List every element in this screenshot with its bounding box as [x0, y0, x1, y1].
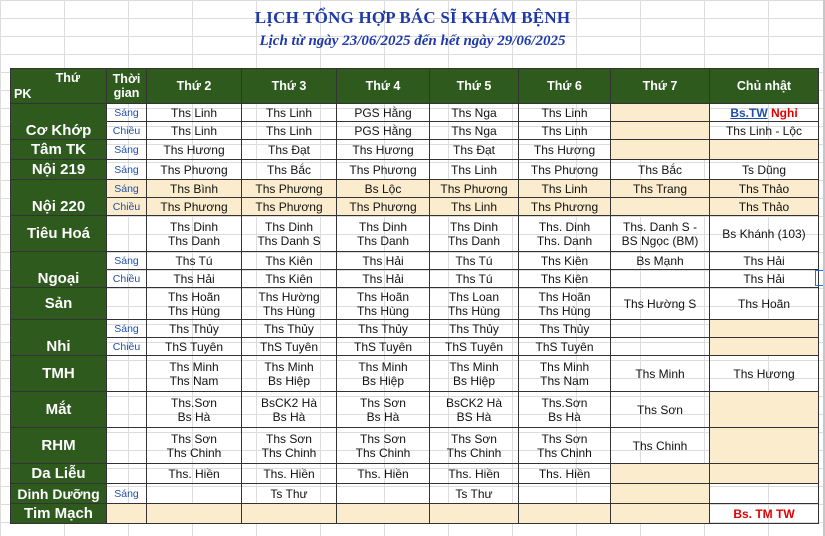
header-thu-label: Thứ	[55, 71, 80, 85]
schedule-cell: Ths Linh	[430, 198, 519, 216]
cell-line: Ths Dinh	[358, 219, 408, 234]
schedule-cell	[519, 392, 611, 428]
schedule-cell: Ths Thảo	[710, 198, 819, 216]
schedule-cell: Ths Hương	[337, 140, 430, 160]
cell-line: Ths Hùng	[356, 303, 410, 318]
schedule-cell: Bs Lộc	[337, 180, 430, 198]
schedule-cell	[242, 428, 337, 464]
schedule-cell: Ths Trang	[611, 180, 710, 198]
header-day: Thứ 4	[337, 69, 430, 104]
schedule-cell: PGS Hằng	[337, 122, 430, 140]
cell-line: Ths Hùng	[262, 303, 316, 318]
cell-line: Ths Hoãn	[737, 296, 791, 311]
cell-line: Ths Dinh	[449, 219, 499, 234]
schedule-cell	[337, 216, 430, 252]
table-row	[11, 270, 819, 288]
schedule-cell: Ths Linh	[242, 104, 337, 122]
schedule-cell: Ths Đạt	[242, 140, 337, 160]
clinic-label: Ngoại	[11, 270, 107, 288]
schedule-cell: Bs Mạnh	[611, 252, 710, 270]
schedule-cell: Ths Nga	[430, 122, 519, 140]
header-day: Thứ 5	[430, 69, 519, 104]
schedule-cell: Ths Đạt	[430, 140, 519, 160]
cell-line: Ths.Sơn	[541, 395, 588, 410]
clinic-label: Cơ Khớp	[11, 122, 107, 140]
cell-line: Ths Dinh	[169, 219, 219, 234]
schedule-cell: Ths Thủy	[430, 320, 519, 338]
session-label: Sáng	[107, 104, 147, 122]
session-label: Sáng	[107, 484, 147, 504]
schedule-cell: Ths Thủy	[147, 320, 242, 338]
cell-line: Ths Hương	[733, 366, 795, 381]
schedule-cell	[710, 320, 819, 338]
schedule-cell	[430, 428, 519, 464]
schedule-cell	[710, 428, 819, 464]
cell-line: Ths Minh	[264, 359, 314, 374]
session-label	[107, 216, 147, 252]
clinic-label: Tim Mạch	[11, 504, 107, 524]
cell-line: Ths Minh	[635, 366, 685, 381]
cell-line: Ths Hoãn	[356, 289, 410, 304]
schedule-cell	[430, 216, 519, 252]
bs-tw-link[interactable]: Bs.TW	[730, 105, 768, 120]
table-row	[11, 104, 819, 122]
schedule-cell	[710, 216, 819, 252]
cell-line: BsCK2 Hà	[260, 395, 318, 410]
clinic-label: Tiêu Hoá	[11, 216, 107, 252]
schedule-cell	[611, 216, 710, 252]
cell-line: Ths Hùng	[447, 303, 501, 318]
session-label: Sáng	[107, 252, 147, 270]
schedule-cell: Ths Phương	[147, 198, 242, 216]
schedule-cell: Ths. Hiền	[430, 464, 519, 484]
schedule-cell	[710, 464, 819, 484]
schedule-cell	[430, 392, 519, 428]
cell-line: Ths Chinh	[261, 445, 317, 460]
schedule-cell: Ths Phương	[147, 160, 242, 180]
schedule-cell	[611, 198, 710, 216]
schedule-cell: Ths Nga	[430, 104, 519, 122]
schedule-cell: Ths Linh - Lộc	[710, 122, 819, 140]
table-row	[11, 338, 819, 356]
cell-line: Ths. Dinh	[538, 219, 591, 234]
cell-line: Bs Hà	[272, 409, 306, 424]
clinic-label	[11, 252, 107, 270]
schedule-cell	[147, 504, 242, 524]
schedule-cell: Ths Kiên	[519, 252, 611, 270]
session-label: Sáng	[107, 140, 147, 160]
session-label	[107, 464, 147, 484]
cell-line: Ths Danh	[447, 233, 501, 248]
session-label: Chiều	[107, 338, 147, 356]
schedule-cell: Ths Bắc	[611, 160, 710, 180]
schedule-cell	[611, 484, 710, 504]
schedule-cell	[147, 288, 242, 320]
session-label: Sáng	[107, 320, 147, 338]
cell-line: Ths Dinh	[264, 219, 314, 234]
schedule-cell: Ths Thảo	[710, 180, 819, 198]
schedule-cell: Ths Bình	[147, 180, 242, 198]
schedule-cell: Ths Linh	[430, 160, 519, 180]
table-row	[11, 122, 819, 140]
cell-line: Ths Sơn	[360, 431, 406, 446]
cell-line: Ths Minh	[539, 359, 590, 374]
schedule-cell: Ths Tú	[430, 252, 519, 270]
cell-line: Ths Chinh	[446, 445, 502, 460]
cell-line: Ths Hùng	[167, 303, 221, 318]
schedule-cell	[337, 428, 430, 464]
schedule-cell	[430, 504, 519, 524]
schedule-cell: Bs. TM TW	[710, 504, 819, 524]
cell-line: Ths Hoãn	[538, 289, 591, 304]
clinic-label: Nội 220	[11, 198, 107, 216]
schedule-cell	[611, 270, 710, 288]
schedule-cell	[611, 464, 710, 484]
schedule-cell: ThS Tuyên	[337, 338, 430, 356]
schedule-cell: Ths Linh	[147, 104, 242, 122]
cell-line: BS Hà	[456, 409, 492, 424]
schedule-cell: Ths. Hiền	[519, 464, 611, 484]
schedule-cell	[519, 484, 611, 504]
schedule-cell	[147, 484, 242, 504]
table-row	[11, 428, 819, 464]
schedule-cell: Ths Phương	[242, 198, 337, 216]
schedule-cell: Ths Hải	[147, 270, 242, 288]
table-row	[11, 180, 819, 198]
cell-line: Ths Sơn	[637, 402, 683, 417]
session-label	[107, 392, 147, 428]
clinic-label: TMH	[11, 356, 107, 392]
schedule-cell: Ths Kiên	[519, 270, 611, 288]
cell-line: Ths Hường	[258, 289, 320, 304]
table-row	[11, 216, 819, 252]
session-label: Sáng	[107, 180, 147, 198]
schedule-cell	[611, 320, 710, 338]
schedule-cell: Ths Phương	[337, 160, 430, 180]
table-row	[11, 288, 819, 320]
cell-line: Bs Hà	[177, 409, 211, 424]
schedule-cell	[611, 338, 710, 356]
schedule-cell	[242, 392, 337, 428]
header-time: Thời gian	[107, 69, 147, 104]
clinic-label	[11, 180, 107, 198]
cell-line: Bs Hiệp	[361, 373, 405, 388]
schedule-cell	[519, 288, 611, 320]
page-subtitle: Lịch từ ngày 23/06/2025 đến hết ngày 29/06/2025	[259, 33, 566, 49]
schedule-cell: ThS Tuyên	[519, 338, 611, 356]
schedule-cell	[337, 288, 430, 320]
cell-line: Ths Minh	[358, 359, 408, 374]
table-row	[11, 140, 819, 160]
cell-line: Ths Sơn	[451, 431, 497, 446]
schedule-cell	[611, 428, 710, 464]
cell-line: BsCK2 Hà	[445, 395, 503, 410]
session-label	[107, 356, 147, 392]
clinic-label	[11, 104, 107, 122]
schedule-cell: Ths Kiên	[242, 252, 337, 270]
schedule-cell	[337, 392, 430, 428]
cell-line: Ths. Danh S -	[622, 219, 698, 234]
cell-line: Ths Chinh	[537, 445, 592, 460]
cell-line: Ths Nam	[540, 373, 589, 388]
clinic-label: Dinh Dưỡng	[11, 484, 107, 504]
cell-line: Ths Hoãn	[167, 289, 221, 304]
table-row	[11, 160, 819, 180]
clinic-label: Nội 219	[11, 160, 107, 180]
clinic-label: Sản	[11, 288, 107, 320]
cell-line: Ths. Danh	[536, 233, 593, 248]
schedule-cell	[147, 392, 242, 428]
table-row	[11, 198, 819, 216]
table-row	[11, 504, 819, 524]
nghi-label: Nghỉ	[771, 105, 798, 120]
schedule-cell: Ths Hương	[147, 140, 242, 160]
schedule-cell	[519, 356, 611, 392]
schedule-cell: Ths Tú	[430, 270, 519, 288]
cell-line: Ths Chinh	[355, 445, 411, 460]
cell-line: Bs Hiệp	[452, 373, 496, 388]
schedule-cell: Ths Phương	[337, 198, 430, 216]
cell-line: Ths.Sơn	[171, 395, 217, 410]
schedule-cell	[611, 122, 710, 140]
schedule-cell: Ths. Hiền	[147, 464, 242, 484]
schedule-cell	[337, 484, 430, 504]
schedule-cell	[519, 216, 611, 252]
schedule-cell: PGS Hằng	[337, 104, 430, 122]
session-label: Chiều	[107, 270, 147, 288]
schedule-cell: ThS Tuyên	[242, 338, 337, 356]
cell-line: Ths Danh	[167, 233, 221, 248]
schedule-cell	[710, 338, 819, 356]
schedule-cell	[611, 392, 710, 428]
table-row	[11, 392, 819, 428]
cell-line: Ths Hường S	[623, 296, 697, 311]
schedule-cell	[242, 288, 337, 320]
schedule-cell	[147, 216, 242, 252]
cell-line: Ths Chinh	[166, 445, 222, 460]
schedule-cell	[611, 104, 710, 122]
table-row	[11, 464, 819, 484]
clinic-label: RHM	[11, 428, 107, 464]
schedule-cell: Ts Thư	[242, 484, 337, 504]
header-pk-cell	[11, 69, 107, 104]
session-label	[107, 288, 147, 320]
schedule-cell	[430, 356, 519, 392]
cell-line: Ths Minh	[169, 359, 219, 374]
table-row	[11, 356, 819, 392]
cell-line: Ths Hùng	[538, 303, 591, 318]
schedule-cell: Ths Hải	[710, 252, 819, 270]
schedule-table	[10, 68, 819, 524]
session-label	[107, 428, 147, 464]
schedule-cell	[242, 356, 337, 392]
header-day: Thứ 7	[611, 69, 710, 104]
session-label: Chiều	[107, 122, 147, 140]
schedule-cell: Ths Phương	[430, 180, 519, 198]
schedule-cell: Ths Hải	[337, 252, 430, 270]
cell-line: Ths Minh	[449, 359, 499, 374]
schedule-cell	[710, 140, 819, 160]
schedule-cell	[519, 504, 611, 524]
session-label: Sáng	[107, 160, 147, 180]
schedule-cell: Ths Bắc	[242, 160, 337, 180]
header-day: Thứ 3	[242, 69, 337, 104]
schedule-cell	[337, 504, 430, 524]
session-label: Chiều	[107, 198, 147, 216]
schedule-cell	[147, 356, 242, 392]
schedule-cell	[611, 504, 710, 524]
schedule-cell: Ths Linh	[519, 104, 611, 122]
cell-line: Ths Sơn	[360, 395, 406, 410]
schedule-cell	[611, 356, 710, 392]
schedule-cell: Ths. Hiền	[337, 464, 430, 484]
schedule-cell: Ths Thủy	[519, 320, 611, 338]
clinic-label: Nhi	[11, 338, 107, 356]
schedule-cell	[242, 504, 337, 524]
schedule-cell: Ths Tú	[147, 252, 242, 270]
schedule-cell	[710, 356, 819, 392]
schedule-cell: Ths Thủy	[242, 320, 337, 338]
schedule-cell: Ts Thư	[430, 484, 519, 504]
cell-line: Bs Hà	[366, 409, 400, 424]
page-title: LỊCH TỔNG HỢP BÁC SĨ KHÁM BỆNH	[254, 8, 571, 27]
schedule-cell: Ts Dũng	[710, 160, 819, 180]
schedule-cell: Ths Kiên	[242, 270, 337, 288]
schedule-cell: Ths Hải	[710, 270, 819, 288]
cell-line: Ths Danh	[356, 233, 410, 248]
schedule-cell	[710, 484, 819, 504]
schedule-cell: Ths Thủy	[337, 320, 430, 338]
schedule-cell: ThS Tuyên	[147, 338, 242, 356]
schedule-cell	[611, 288, 710, 320]
cell-line: Ths Danh S	[257, 233, 321, 248]
schedule-cell: Ths Phương	[519, 160, 611, 180]
cell-line: Ths Sơn	[266, 431, 312, 446]
schedule-cell: Ths Linh	[519, 180, 611, 198]
header-day: Chủ nhật	[710, 69, 819, 104]
cell-line: Bs Hà	[548, 409, 581, 424]
table-row	[11, 320, 819, 338]
cell-line: BS Ngọc (BM)	[621, 233, 699, 248]
schedule-cell	[710, 288, 819, 320]
schedule-cell: Ths Linh	[147, 122, 242, 140]
header-pk-label: PK	[14, 87, 32, 101]
schedule-cell: ThS Tuyên	[430, 338, 519, 356]
cell-line: Ths Sơn	[171, 431, 217, 446]
clinic-label: Tâm TK	[11, 140, 107, 160]
header-day: Thứ 2	[147, 69, 242, 104]
schedule-cell: Ths. Hiền	[242, 464, 337, 484]
schedule-cell	[519, 428, 611, 464]
cell-line: Ths Chinh	[632, 438, 688, 453]
schedule-cell	[242, 216, 337, 252]
schedule-cell	[710, 392, 819, 428]
schedule-cell	[611, 140, 710, 160]
cell-line: Ths Nam	[169, 373, 219, 388]
schedule-cell	[337, 356, 430, 392]
cell-line: Ths Loan	[448, 289, 500, 304]
schedule-cell: Ths Hải	[337, 270, 430, 288]
schedule-cell	[147, 428, 242, 464]
schedule-cell: Ths Hương	[519, 140, 611, 160]
table-row	[11, 484, 819, 504]
cell-line: Ths Sơn	[541, 431, 588, 446]
session-label	[107, 504, 147, 524]
schedule-cell: Ths Linh	[519, 122, 611, 140]
clinic-label: Mắt	[11, 392, 107, 428]
table-row	[11, 252, 819, 270]
schedule-cell	[430, 288, 519, 320]
schedule-cell: Ths Linh	[242, 122, 337, 140]
cell-line: Bs Khánh (103)	[722, 226, 806, 241]
header-row	[11, 69, 819, 104]
clinic-label: Da Liễu	[11, 464, 107, 484]
clinic-label	[11, 320, 107, 338]
schedule-cell: Ths Phương	[242, 180, 337, 198]
cell-line: Bs Hiệp	[267, 373, 311, 388]
schedule-cell	[710, 104, 819, 122]
header-day: Thứ 6	[519, 69, 611, 104]
schedule-cell: Ths Phương	[519, 198, 611, 216]
